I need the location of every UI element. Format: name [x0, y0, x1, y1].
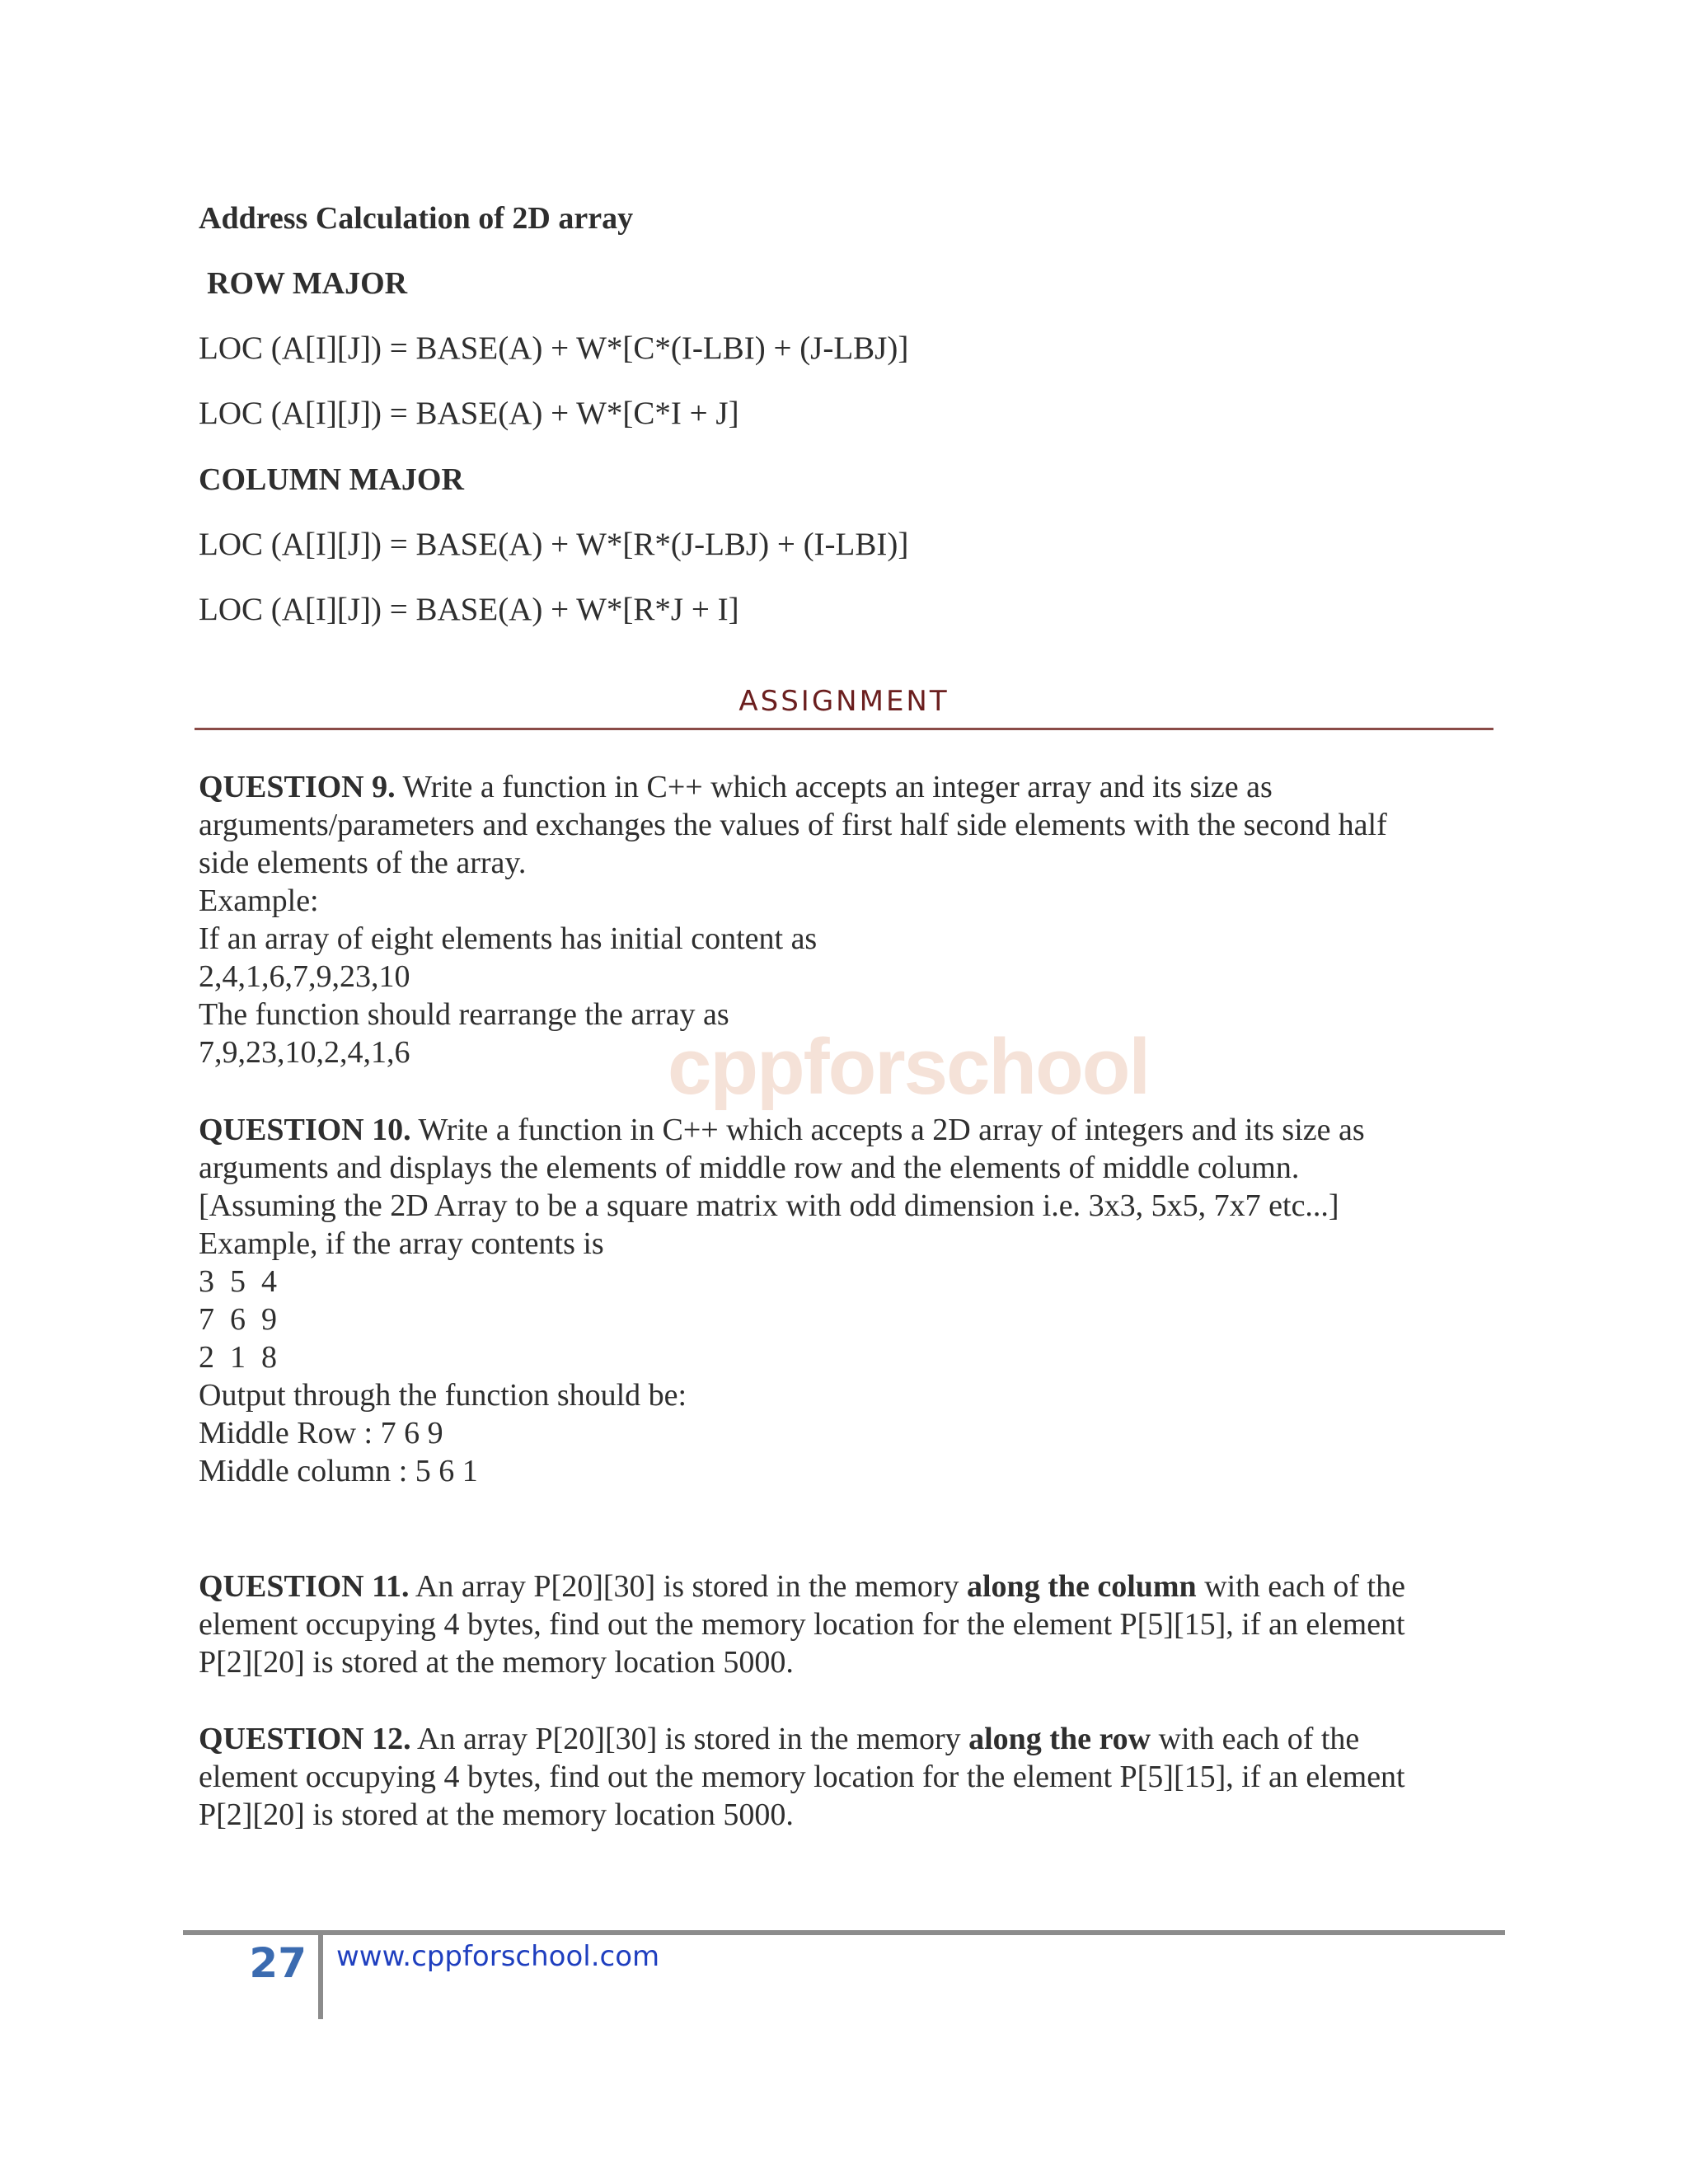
- question-9-line: The function should rearrange the array as: [199, 997, 729, 1032]
- row-major-heading: ROW MAJOR: [207, 266, 408, 301]
- question-11-text: An array P[20][30] is stored in the memory: [409, 1569, 967, 1604]
- column-major-heading: COLUMN MAJOR: [199, 462, 464, 497]
- question-9-text: Write a function in C++ which accepts an integer array and its size as: [395, 770, 1273, 804]
- matrix-row: 2 1 8: [199, 1340, 277, 1375]
- question-11-line: P[2][20] is stored at the memory location 5000.: [199, 1645, 794, 1680]
- question-12-label: QUESTION 12.: [199, 1722, 411, 1756]
- question-10-line: arguments and displays the elements of middle row and the elements of middle column.: [199, 1151, 1300, 1185]
- column-major-formula-2: LOC (A[I][J]) = BASE(A) + W*[R*J + I]: [199, 592, 739, 627]
- question-9-line: arguments/parameters and exchanges the values of first half side elements with the second half: [199, 808, 1387, 842]
- question-9-line: 7,9,23,10,2,4,1,6: [199, 1035, 410, 1070]
- question-10-label: QUESTION 10.: [199, 1113, 411, 1147]
- question-10-line: Example, if the array contents is: [199, 1226, 604, 1261]
- page-number: 27: [249, 1939, 307, 1987]
- section-title: Address Calculation of 2D array: [199, 201, 634, 236]
- question-10-line: Middle Row : 7 6 9: [199, 1416, 443, 1451]
- row-major-formula-2: LOC (A[I][J]) = BASE(A) + W*[C*I + J]: [199, 396, 739, 431]
- question-9-label: QUESTION 9.: [199, 770, 396, 804]
- question-10-text: Write a function in C++ which accepts a 2D array of integers and its size as: [410, 1113, 1365, 1147]
- question-10: [199, 1111, 1484, 1490]
- question-11-text: with each of the: [1196, 1569, 1405, 1604]
- assignment-heading: ASSIGNMENT: [738, 685, 950, 718]
- question-12-line: P[2][20] is stored at the memory location 5000.: [199, 1797, 794, 1832]
- question-11-emphasis: along the column: [967, 1569, 1197, 1604]
- question-10-line: Middle column : 5 6 1: [199, 1454, 478, 1488]
- question-10-line: Output through the function should be:: [199, 1378, 687, 1413]
- question-9-line: side elements of the array.: [199, 846, 527, 880]
- question-9: [199, 768, 1484, 1071]
- matrix-row: 7 6 9: [199, 1302, 277, 1337]
- question-12-text: with each of the: [1151, 1722, 1360, 1756]
- row-major-formula-1: LOC (A[I][J]) = BASE(A) + W*[C*(I-LBI) + (J-LBJ)]: [199, 330, 909, 366]
- question-12: [199, 1720, 1484, 1834]
- footer-divider: [183, 1930, 1505, 1935]
- assignment-divider: [195, 728, 1493, 730]
- question-9-line: 2,4,1,6,7,9,23,10: [199, 959, 410, 994]
- column-major-formula-1: LOC (A[I][J]) = BASE(A) + W*[R*(J-LBJ) + (I-LBI)]: [199, 527, 909, 562]
- footer-vertical-bar: [318, 1935, 323, 2019]
- question-9-line: Example:: [199, 883, 319, 918]
- question-11-label: QUESTION 11.: [199, 1569, 410, 1604]
- footer-url-link[interactable]: www.cppforschool.com: [336, 1940, 660, 1973]
- matrix-row: 3 5 4: [199, 1264, 277, 1299]
- question-12-line: element occupying 4 bytes, find out the memory location for the element P[5][15], if an element: [199, 1760, 1405, 1794]
- question-9-line: If an array of eight elements has initial content as: [199, 921, 818, 956]
- question-12-emphasis: along the row: [968, 1722, 1151, 1756]
- question-11-line: element occupying 4 bytes, find out the memory location for the element P[5][15], if an element: [199, 1607, 1405, 1642]
- question-10-line: [Assuming the 2D Array to be a square matrix with odd dimension i.e. 3x3, 5x5, 7x7 etc...]: [199, 1188, 1339, 1223]
- question-12-text: An array P[20][30] is stored in the memory: [410, 1722, 969, 1756]
- watermark-logo: cppforschool: [668, 1023, 1150, 1111]
- question-11: [199, 1568, 1484, 1681]
